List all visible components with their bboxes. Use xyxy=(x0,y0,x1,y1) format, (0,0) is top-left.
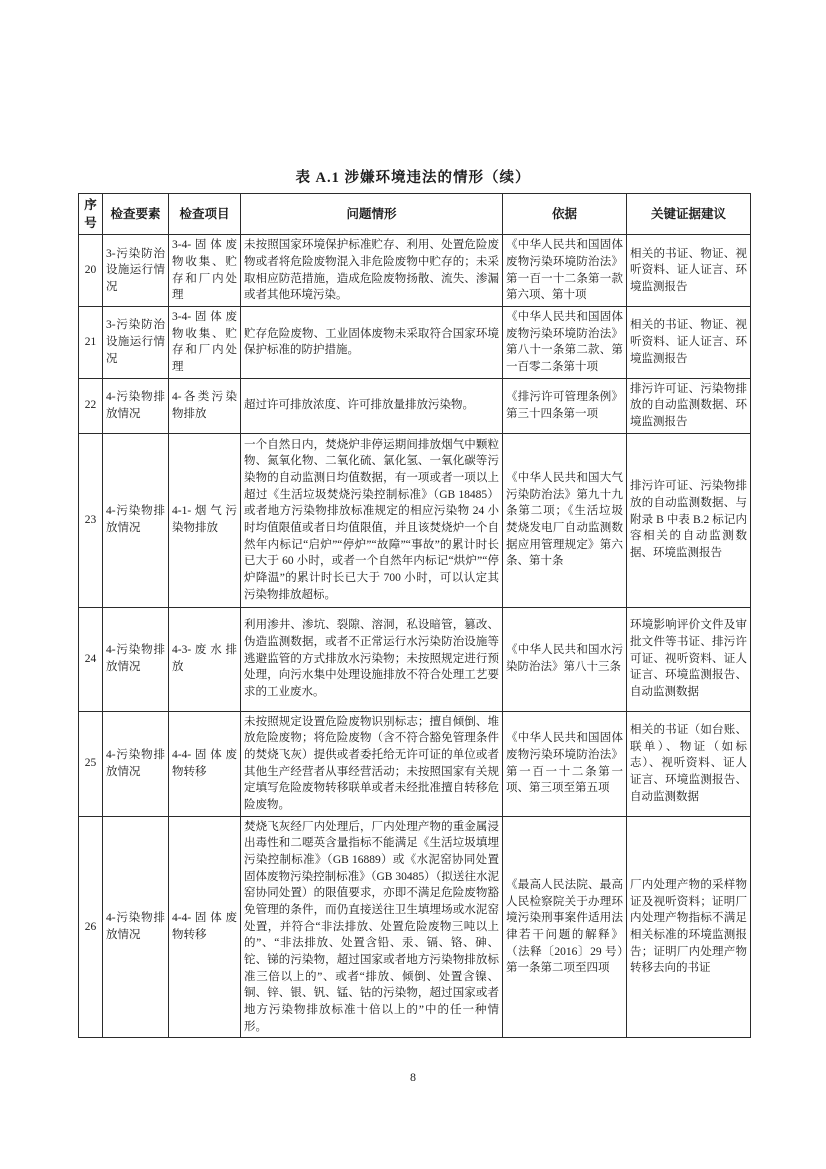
cell-evidence: 相关的书证、物证、视听资料、证人证言、环境监测报告 xyxy=(627,306,751,378)
cell-element: 4-污染物排放情况 xyxy=(103,816,169,1038)
cell-no: 24 xyxy=(79,607,103,711)
table-row xyxy=(79,433,751,607)
column-header-evidence: 关键证据建议 xyxy=(627,194,751,235)
cell-evidence: 相关的书证（如台账、联单）、物证（如标志）、视听资料、证人证言、环境监测报告、自动监测数据 xyxy=(627,711,751,816)
cell-element: 3-污染防治设施运行情况 xyxy=(103,235,169,307)
column-header-item: 检查项目 xyxy=(169,194,241,235)
cell-problem: 贮存危险废物、工业固体废物未采取符合国家环境保护标准的防护措施。 xyxy=(241,306,503,378)
cell-problem: 利用渗井、渗坑、裂隙、溶洞，私设暗管，篡改、伪造监测数据，或者不正常运行水污染防治设施等逃避监管的方式排放水污染物；未按照规定进行预处理，向污水集中处理设施排放不符合处理工艺要求的工业废水。 xyxy=(241,607,503,711)
cell-item: 4-3-废水排放 xyxy=(169,607,241,711)
cell-evidence: 相关的书证、物证、视听资料、证人证言、环境监测报告 xyxy=(627,235,751,307)
cell-element: 4-污染物排放情况 xyxy=(103,711,169,816)
violations-table xyxy=(78,193,751,1038)
cell-problem: 焚烧飞灰经厂内处理后，厂内处理产物的重金属浸出毒性和二噁英含量指标不能满足《生活垃圾填埋污染控制标准》（GB 16889）或《水泥窑协同处置固体废物污染控制标准》（GB 30485）（拟送往水泥窑协同处置）的限值要求，亦即不满足危险废物豁免管理的条件，而仍直接送往卫生填埋场或水泥窑处置，并符合“非法排放、处置危险废物三吨以上的”、“非法排放、处置含铅、汞、镉、铬、砷、铊、锑的污染物，超过国家或者地方污染物排放标准三倍以上的”、或者“排放、倾倒、处置含镍、铜、锌、银、钒、锰、钴的污染物，超过国家或者地方污染物排放标准十倍以上的”中的任一种情形。 xyxy=(241,816,503,1038)
cell-basis: 《中华人民共和国固体废物污染环境防治法》第八十一条第二款、第一百零二条第十项 xyxy=(503,306,627,378)
cell-problem: 一个自然日内，焚烧炉非停运期间排放烟气中颗粒物、氮氧化物、二氧化硫、氯化氢、一氧化碳等污染物的自动监测日均值数据，有一项或者一项以上超过《生活垃圾焚烧污染控制标准》（GB 18485）或者地方污染物排放标准规定的相应污染物 24 小时均值限值或者日均值限值，并且该焚烧炉一个自然年内标记“启炉”“停炉”“故障”“事故”的累计时长已大于 60 小时，或者一个自然年内标记“烘炉”“停炉降温”的累计时长已大于 700 小时，可以认定其污染物排放超标。 xyxy=(241,433,503,607)
column-header-element: 检查要素 xyxy=(103,194,169,235)
cell-basis: 《中华人民共和国固体废物污染环境防治法》第一百一十二条第一款第六项、第十项 xyxy=(503,235,627,307)
cell-no: 22 xyxy=(79,378,103,433)
cell-problem: 未按照规定设置危险废物识别标志；擅自倾倒、堆放危险废物；将危险废物（含不符合豁免管理条件的焚烧飞灰）提供或者委托给无许可证的单位或者其他生产经营者从事经营活动；未按照国家有关规定填写危险废物转移联单或者未经批准擅自转移危险废物。 xyxy=(241,711,503,816)
table-row xyxy=(79,378,751,433)
cell-item: 3-4-固体废物收集、贮存和厂内处理 xyxy=(169,235,241,307)
cell-no: 25 xyxy=(79,711,103,816)
cell-item: 4-各类污染物排放 xyxy=(169,378,241,433)
cell-no: 26 xyxy=(79,816,103,1038)
cell-basis: 《中华人民共和国大气污染防治法》第九十九条第二项；《生活垃圾焚烧发电厂自动监测数据应用管理规定》第六条、第十条 xyxy=(503,433,627,607)
cell-no: 21 xyxy=(79,306,103,378)
cell-element: 3-污染防治设施运行情况 xyxy=(103,306,169,378)
cell-evidence: 排污许可证、污染物排放的自动监测数据、与附录 B 中表 B.2 标记内容相关的自动监测数据、环境监测报告 xyxy=(627,433,751,607)
table-header xyxy=(79,194,751,235)
cell-problem: 未按照国家环境保护标准贮存、利用、处置危险废物或者将危险废物混入非危险废物中贮存的；未采取相应防范措施，造成危险废物扬散、流失、渗漏或者其他环境污染。 xyxy=(241,235,503,307)
table-row xyxy=(79,711,751,816)
cell-item: 4-4-固体废物转移 xyxy=(169,711,241,816)
table-body xyxy=(79,235,751,1038)
table-row xyxy=(79,816,751,1038)
column-header-basis: 依据 xyxy=(503,194,627,235)
table-row xyxy=(79,607,751,711)
column-header-no: 序号 xyxy=(79,194,103,235)
table-row xyxy=(79,306,751,378)
table-row xyxy=(79,235,751,307)
cell-element: 4-污染物排放情况 xyxy=(103,607,169,711)
page-number: 8 xyxy=(410,1070,416,1084)
cell-basis: 《中华人民共和国固体废物污染环境防治法》第一百一十二条第一项、第三项至第五项 xyxy=(503,711,627,816)
cell-item: 3-4-固体废物收集、贮存和厂内处理 xyxy=(169,306,241,378)
cell-problem: 超过许可排放浓度、许可排放量排放污染物。 xyxy=(241,378,503,433)
cell-evidence: 环境影响评价文件及审批文件等书证、排污许可证、视听资料、证人证言、环境监测报告、自动监测数据 xyxy=(627,607,751,711)
cell-element: 4-污染物排放情况 xyxy=(103,378,169,433)
cell-item: 4-1-烟气污染物排放 xyxy=(169,433,241,607)
cell-basis: 《中华人民共和国水污染防治法》第八十三条 xyxy=(503,607,627,711)
cell-no: 23 xyxy=(79,433,103,607)
cell-evidence: 排污许可证、污染物排放的自动监测数据、环境监测报告 xyxy=(627,378,751,433)
cell-evidence: 厂内处理产物的采样物证及视听资料；证明厂内处理产物指标不满足相关标准的环境监测报告；证明厂内处理产物转移去向的书证 xyxy=(627,816,751,1038)
header-row xyxy=(79,194,751,235)
cell-item: 4-4-固体废物转移 xyxy=(169,816,241,1038)
cell-no: 20 xyxy=(79,235,103,307)
cell-basis: 《最高人民法院、最高人民检察院关于办理环境污染刑事案件适用法律若干问题的解释》（法释〔2016〕29 号）第一条第二项至四项 xyxy=(503,816,627,1038)
cell-basis: 《排污许可管理条例》第三十四条第一项 xyxy=(503,378,627,433)
table-title: 表 A.1 涉嫌环境违法的情形（续） xyxy=(295,170,531,186)
column-header-problem: 问题情形 xyxy=(241,194,503,235)
cell-element: 4-污染物排放情况 xyxy=(103,433,169,607)
